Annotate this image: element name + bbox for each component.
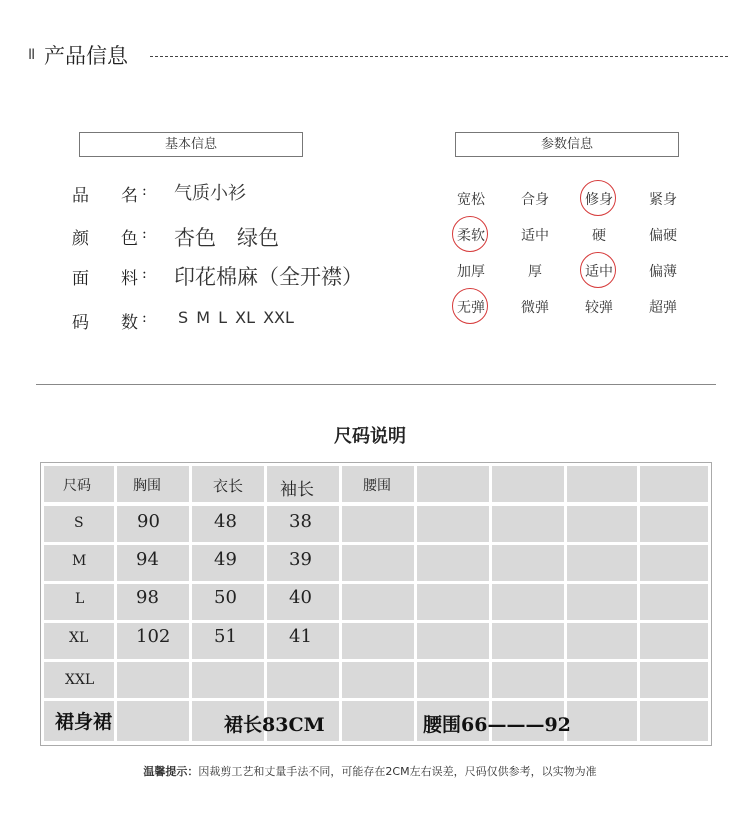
param-option: 加厚 [457, 264, 485, 280]
table-value: 41 [289, 626, 312, 647]
note [0, 763, 740, 779]
table-cell [342, 662, 414, 698]
table-header: 腰围 [363, 478, 391, 494]
table-cell [417, 545, 489, 581]
table-value: 49 [214, 549, 237, 570]
param-option: 适中 [577, 261, 621, 281]
table-cell [117, 701, 189, 741]
table-cell [342, 623, 414, 659]
param-option: 宽松 [457, 192, 485, 208]
table-cell [567, 623, 637, 659]
size-label: XL [69, 630, 89, 646]
table-header: 袖长 [280, 480, 314, 500]
table-cell [267, 662, 339, 698]
skirt-label: 裙身裙 [55, 711, 113, 733]
table-value: 51 [214, 626, 237, 647]
param-option: 适中 [521, 228, 549, 244]
table-cell [342, 545, 414, 581]
table-cell [567, 701, 637, 741]
info-value: S M L XL XXL [178, 308, 294, 327]
table-cell [342, 506, 414, 542]
size-table [40, 462, 712, 746]
table-cell [640, 545, 708, 581]
param-option: 微弹 [521, 300, 549, 316]
note-prefix: 温馨提示： [143, 765, 199, 778]
table-cell [117, 662, 189, 698]
table-cell [417, 466, 489, 502]
param-option: 紧身 [649, 192, 677, 208]
info-value: 印花棉麻（全开襟） [174, 265, 363, 289]
table-cell [417, 662, 489, 698]
param-option: 无弹 [449, 297, 493, 317]
table-cell [417, 623, 489, 659]
param-option: 厚 [528, 264, 542, 280]
param-option: 合身 [521, 192, 549, 208]
size-chart-title: 尺码说明 [334, 426, 406, 447]
param-option: 较弹 [585, 300, 613, 316]
table-value: 98 [136, 587, 159, 608]
table-cell [342, 584, 414, 620]
table-cell [492, 545, 564, 581]
table-value: 39 [289, 549, 312, 570]
size-label: L [75, 591, 85, 607]
param-option: 修身 [577, 189, 621, 209]
table-cell [417, 584, 489, 620]
table-cell [567, 545, 637, 581]
table-cell [492, 506, 564, 542]
table-cell [567, 662, 637, 698]
size-label: S [74, 515, 84, 531]
info-value: 杏色 绿色 [174, 226, 279, 250]
table-cell [640, 506, 708, 542]
skirt-waist: 腰围66———92 [423, 714, 571, 736]
info-value: 气质小衫 [174, 183, 246, 204]
header-divider [150, 56, 728, 57]
info-label: 码 数 : [72, 310, 147, 333]
table-value: 94 [136, 549, 159, 570]
table-value: 40 [289, 587, 312, 608]
table-cell [640, 623, 708, 659]
table-cell [192, 662, 264, 698]
page-title: 产品信息 [44, 44, 128, 68]
table-header: 胸围 [133, 478, 161, 494]
table-cell [567, 506, 637, 542]
param-option: 柔软 [449, 225, 493, 245]
table-cell [640, 662, 708, 698]
table-header: 衣长 [213, 477, 244, 495]
table-value: 102 [136, 626, 171, 647]
param-option: 硬 [592, 228, 606, 244]
table-cell [492, 584, 564, 620]
table-cell [492, 662, 564, 698]
table-cell [492, 466, 564, 502]
param-option: 偏薄 [649, 264, 677, 280]
table-cell [640, 466, 708, 502]
table-value: 90 [137, 511, 160, 532]
basic-info-box: 基本信息 [79, 132, 303, 157]
table-cell [640, 584, 708, 620]
info-label: 面 料 : [72, 266, 147, 289]
note-text: 因裁剪工艺和丈量手法不同，可能存在2CM左右误差，尺码仅供参考，以实物为准 [198, 765, 597, 778]
size-label: M [72, 553, 87, 569]
table-cell [567, 584, 637, 620]
table-header: 尺码 [63, 478, 91, 494]
table-cell [492, 623, 564, 659]
skirt-length: 裙长83CM [224, 714, 325, 736]
table-value: 50 [214, 587, 237, 608]
param-info-box: 参数信息 [455, 132, 679, 157]
param-option: 超弹 [649, 300, 677, 316]
table-cell [640, 701, 708, 741]
table-value: 38 [289, 511, 312, 532]
table-cell [567, 466, 637, 502]
section-divider [36, 384, 716, 385]
info-label: 颜 色 : [72, 226, 147, 249]
param-option: 偏硬 [649, 228, 677, 244]
table-cell [342, 701, 414, 741]
table-cell [417, 506, 489, 542]
table-value: 48 [214, 511, 237, 532]
info-label: 品 名 : [72, 183, 147, 206]
size-label: XXL [65, 672, 95, 688]
header-bar-icon: II [28, 47, 35, 63]
